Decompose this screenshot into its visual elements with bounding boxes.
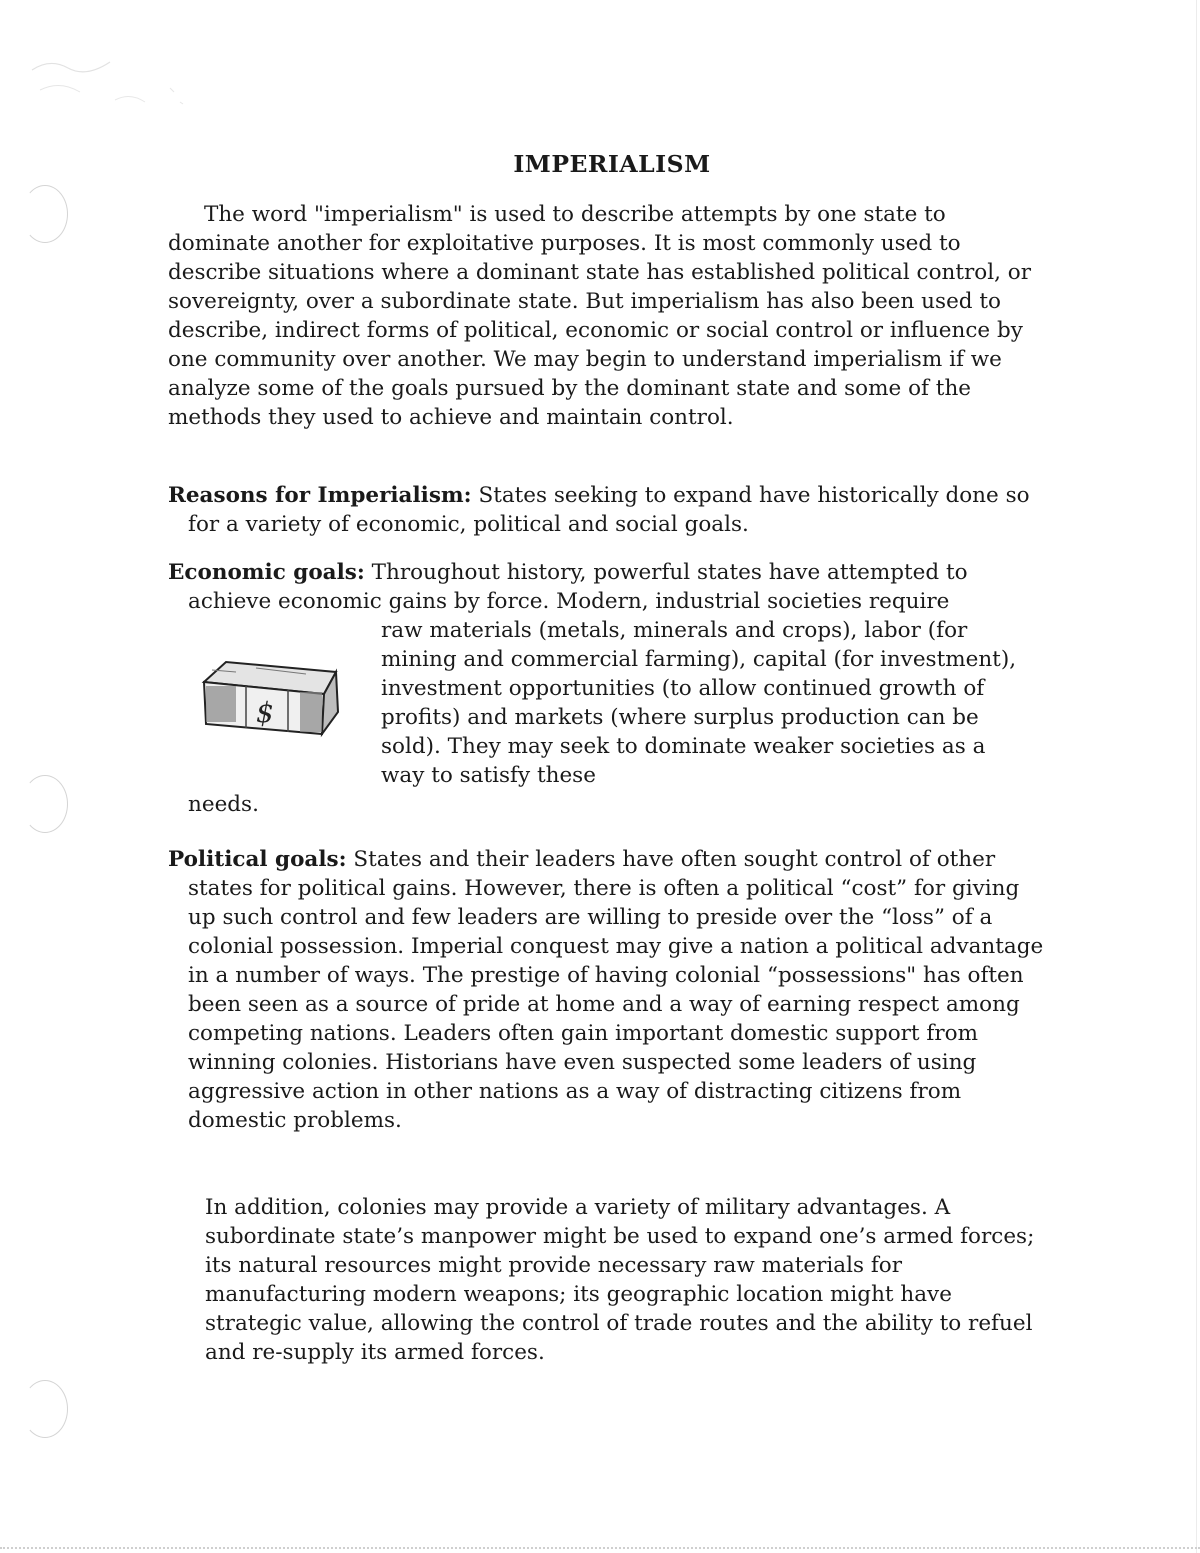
economic-text-lead: Throughout history, powerful states have attempted to achieve economic gains by force. Modern, industrial societies require <box>188 560 968 614</box>
punch-hole-top <box>22 185 68 243</box>
political-label: Political goals: <box>168 847 347 872</box>
page-edge-bottom <box>0 1547 1200 1549</box>
economic-paragraph-tail: needs. <box>188 792 259 817</box>
punch-hole-bottom <box>22 1380 68 1438</box>
economic-label: Economic goals: <box>168 560 365 585</box>
page-edge-right <box>1196 0 1197 1553</box>
political-text: States and their leaders have often sought control of other states for political gains. However, there is often a political “cost” for giving up such control and few leaders are willing to preside over the “loss” of a colonial possession. Imperial conquest may give a nation a political advantage in a number of ways. The prestige of having colonial “possessions" has often been seen as a source of pride at home and a way of earning respect among competing nations. Leaders often gain important domestic support from winning colonies. Historians have even suspected some leaders of using aggressive action in other nations as a way of distracting citizens from domestic problems. <box>188 847 1044 1133</box>
scan-smudge <box>20 40 210 130</box>
reasons-text: States seeking to expand have historically done so for a variety of economic, political and social goals. <box>188 483 1030 537</box>
reasons-label: Reasons for Imperialism: <box>168 483 472 508</box>
intro-paragraph: The word "imperialism" is used to describe attempts by one state to dominate another for exploitative purposes. It is most commonly used to describe situations where a dominant state has established political control, or sovereignty, over a subordinate state. But imperialism has also been used to describe, indirect forms of political, economic or social control or influence by one community over another. We may begin to understand imperialism if we analyze some of the goals pursued by the dominant state and some of the methods they used to achieve and maintain control. <box>168 202 1032 430</box>
reasons-paragraph <box>168 481 1048 539</box>
money-symbol: $ <box>256 696 274 729</box>
political-paragraph <box>168 845 1048 1135</box>
economic-paragraph-lead <box>168 558 1048 616</box>
page-title: IMPERIALISM <box>513 150 711 178</box>
military-paragraph: In addition, colonies may provide a variety of military advantages. A subordinate state’s manpower might be used to expand one’s armed forces; its natural resources might provide necessary raw materials for manufacturing modern weapons; its geographic location might have strategic value, allowing the control of trade routes and the ability to refuel and re-supply its armed forces. <box>205 1195 1035 1365</box>
economic-paragraph-side: raw materials (metals, minerals and crops), labor (for mining and commercial farming), capital (for investment), investment opportunities (to allow continued growth of profits) and markets (where surplus production can be sold). They may seek to dominate weaker societies as a way to satisfy these <box>381 618 1017 788</box>
money-stack-icon <box>196 652 346 744</box>
punch-hole-middle <box>22 775 68 833</box>
